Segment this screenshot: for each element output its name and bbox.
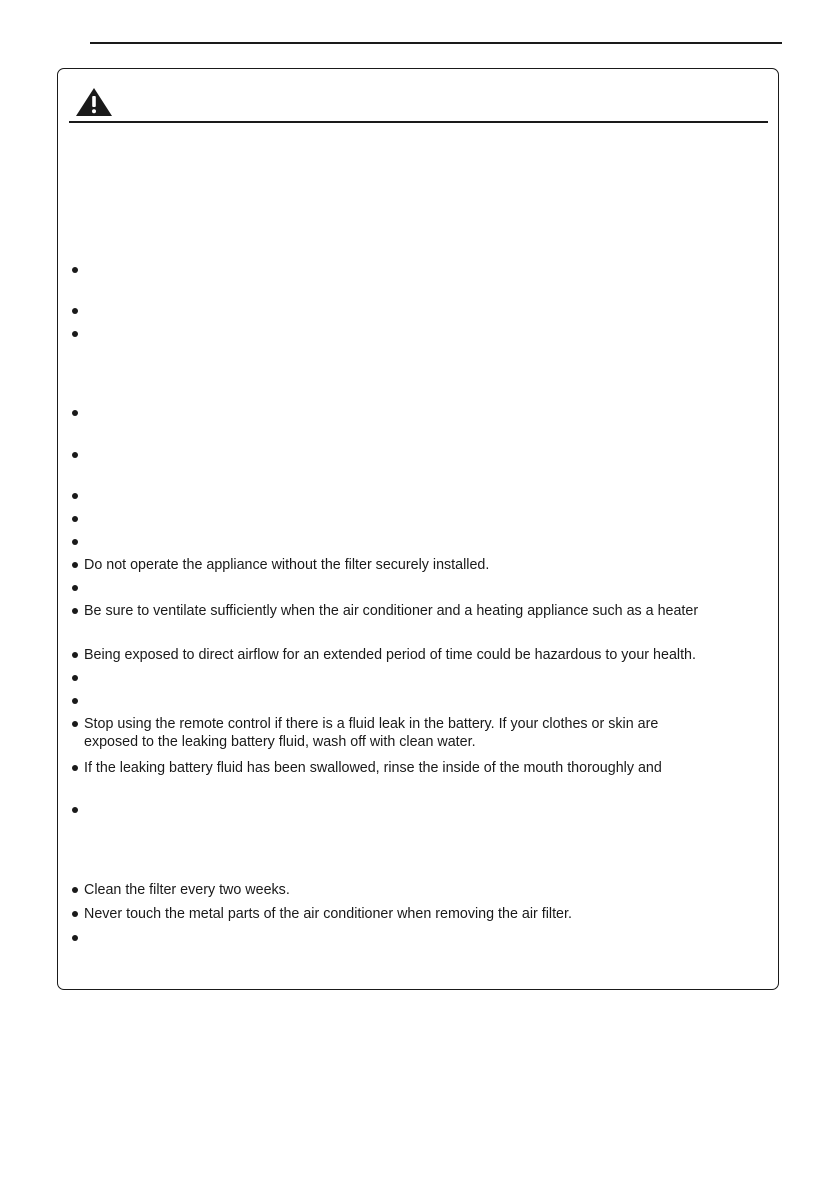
bullet-dot [72, 331, 78, 337]
list-item-text: Stop using the remote control if there is a fluid leak in the battery. If your clothes or skin are [84, 716, 659, 732]
list-item-text: If the leaking battery fluid has been swallowed, rinse the inside of the mouth thoroughly and [84, 760, 662, 776]
header-rule [90, 42, 782, 44]
list-item [84, 715, 658, 751]
bullet-dot [72, 721, 78, 727]
list-item-text: Clean the filter every two weeks. [84, 882, 290, 898]
bullet-dot [72, 562, 78, 568]
bullet-dot [72, 452, 78, 458]
bullet-dot [72, 911, 78, 917]
list-item-text: Do not operate the appliance without the filter securely installed. [84, 557, 490, 573]
bullet-dot [72, 267, 78, 273]
bullet-dot [72, 698, 78, 704]
list-item [84, 646, 696, 664]
list-item [84, 759, 662, 777]
list-item [84, 602, 698, 620]
warning-triangle-icon [75, 87, 113, 117]
bullet-dot [72, 410, 78, 416]
bullet-dot [72, 935, 78, 941]
bullet-dot [72, 585, 78, 591]
bullet-dot [72, 493, 78, 499]
list-item [84, 905, 572, 923]
list-item-text: Being exposed to direct airflow for an extended period of time could be hazardous to your health. [84, 647, 696, 663]
bullet-dot [72, 807, 78, 813]
list-item [84, 881, 290, 899]
bullet-dot [72, 675, 78, 681]
list-item-continuation: exposed to the leaking battery fluid, wash off with clean water. [84, 734, 476, 750]
bullet-dot [72, 539, 78, 545]
bullet-dot [72, 608, 78, 614]
bullet-dot [72, 516, 78, 522]
warning-header [69, 87, 768, 123]
bullet-dot [72, 887, 78, 893]
bullet-dot [72, 652, 78, 658]
bullet-dot [72, 308, 78, 314]
list-item-text: Be sure to ventilate sufficiently when the air conditioner and a heating appliance such as a heater [84, 603, 699, 619]
bullet-dot [72, 765, 78, 771]
warning-box [57, 68, 779, 990]
list-item-text: Never touch the metal parts of the air conditioner when removing the air filter. [84, 906, 572, 922]
list-item [84, 556, 489, 574]
